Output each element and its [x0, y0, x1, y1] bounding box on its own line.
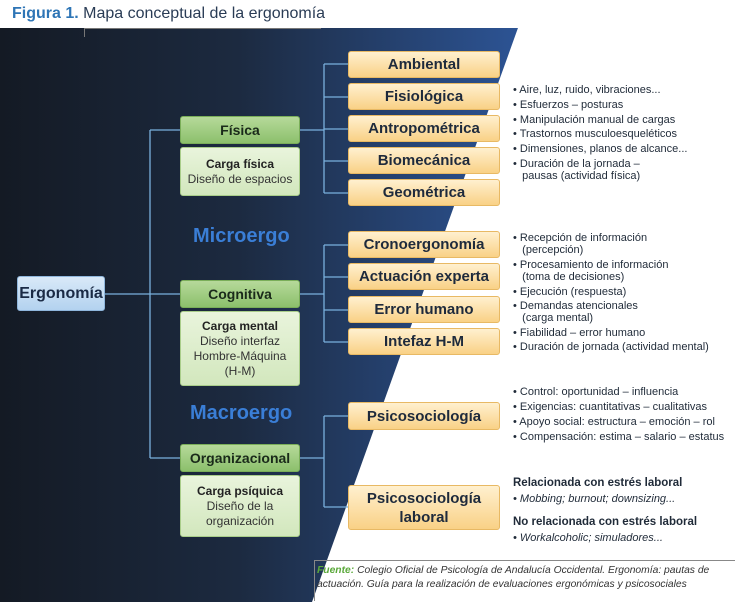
figure-label: Figura 1.	[12, 5, 79, 22]
node-label: Biomecánica	[377, 152, 471, 169]
list-item: • Manipulación manual de cargas	[513, 113, 676, 126]
organizacional-detail-title: Carga psíquica	[196, 483, 284, 498]
list-item: • Trastornos musculoesqueléticos	[513, 128, 678, 141]
node-label: Psicosociología laboral	[366, 489, 482, 526]
fisica-items-list	[513, 84, 687, 183]
list-item: • Apoyo social: estructura – emoción – rol	[513, 415, 715, 428]
unrelated-stress-title: No relacionada con estrés laboral	[513, 516, 698, 528]
psicosociologia-items-list	[513, 386, 724, 443]
branch-organizacional-detail	[180, 475, 300, 537]
list-item: (carga mental)	[513, 312, 594, 325]
branch-fisica-label: Física	[220, 122, 260, 138]
branch-fisica	[180, 116, 300, 144]
node-label: Intefaz H-M	[384, 333, 464, 350]
fisica-detail-line: Diseño de espacios	[187, 171, 293, 186]
node-psicosociologia-laboral	[348, 485, 500, 530]
cognitiva-detail-line: Hombre-Máquina	[193, 348, 287, 363]
source-text: Colegio Oficial de Psicología de Andalucía Occidental. Ergonomía: pautas de actuación. Guía para la realización de evaluaciones ergonómicas y psicosociales	[317, 565, 710, 590]
source-label: Fuente:	[317, 565, 355, 576]
figure-title	[12, 5, 325, 23]
node-psicosociologia	[348, 402, 500, 430]
node-intefaz-hm	[348, 328, 500, 355]
list-item: pausas (actividad física)	[513, 170, 641, 183]
fisica-detail-title: Carga física	[205, 156, 275, 171]
list-item: • Duración de jornada (actividad mental)	[513, 341, 709, 354]
node-geometrica	[348, 179, 500, 206]
node-label: Ambiental	[387, 56, 461, 73]
list-item: (toma de decisiones)	[513, 271, 625, 284]
root-label: Ergonomía	[19, 284, 103, 302]
title-underline	[84, 28, 321, 37]
list-item: • Demandas atencionales	[513, 300, 638, 313]
figure-title-text: Mapa conceptual de la ergonomía	[83, 5, 326, 22]
list-item: • Aire, luz, ruido, vibraciones...	[513, 84, 661, 96]
node-ambiental	[348, 51, 500, 78]
list-item: • Fiabilidad – error humano	[513, 326, 646, 339]
node-biomecanica	[348, 147, 500, 174]
list-item: (percepción)	[513, 244, 584, 257]
branch-cognitiva	[180, 280, 300, 308]
organizacional-detail-line: Diseño de la	[206, 498, 274, 513]
node-label: Fisiológica	[384, 88, 464, 105]
source-note	[317, 564, 729, 592]
unrelated-stress-items: • Workalcoholic; simuladores...	[513, 532, 663, 544]
node-label: Actuación experta	[358, 268, 490, 285]
branch-fisica-detail	[180, 147, 300, 196]
list-item: • Procesamiento de información	[513, 258, 669, 271]
list-item: • Control: oportunidad – influencia	[513, 386, 679, 398]
root-node	[17, 276, 105, 311]
microergo-label: Microergo	[193, 225, 290, 247]
node-label: Psicosociología	[366, 407, 482, 425]
list-item: • Compensación: estima – salario – estatus	[513, 430, 725, 443]
node-cronoergonomia	[348, 231, 500, 258]
node-label: Antropométrica	[368, 120, 480, 137]
related-stress-title: Relacionada con estrés laboral	[513, 477, 683, 489]
list-item: • Recepción de información	[513, 232, 648, 244]
node-label: Cronoergonomía	[363, 236, 485, 253]
list-item: • Ejecución (respuesta)	[513, 285, 627, 298]
related-stress-items: • Mobbing; burnout; downsizing...	[513, 493, 676, 505]
node-fisiologica	[348, 83, 500, 110]
cognitiva-detail-line: (H-M)	[224, 363, 256, 378]
cognitiva-detail-line: Diseño interfaz	[199, 333, 281, 348]
node-antropometrica	[348, 115, 500, 142]
node-actuacion-experta	[348, 263, 500, 290]
node-label: Error humano	[374, 301, 474, 318]
list-item: • Exigencias: cuantitativas – cualitativas	[513, 400, 708, 413]
cognitiva-detail-title: Carga mental	[201, 318, 279, 333]
branch-organizacional	[180, 444, 300, 472]
cognitiva-items-list	[513, 232, 709, 354]
list-item: • Duración de la jornada –	[513, 157, 640, 170]
list-item: • Dimensiones, planos de alcance...	[513, 143, 688, 156]
node-label: Geométrica	[382, 184, 466, 201]
list-item: • Esfuerzos – posturas	[513, 98, 624, 111]
branch-cognitiva-label: Cognitiva	[208, 286, 272, 302]
branch-organizacional-label: Organizacional	[189, 450, 291, 466]
node-error-humano	[348, 296, 500, 323]
macroergo-label: Macroergo	[190, 402, 293, 424]
branch-cognitiva-detail	[180, 311, 300, 386]
organizacional-detail-line: organización	[205, 513, 275, 528]
